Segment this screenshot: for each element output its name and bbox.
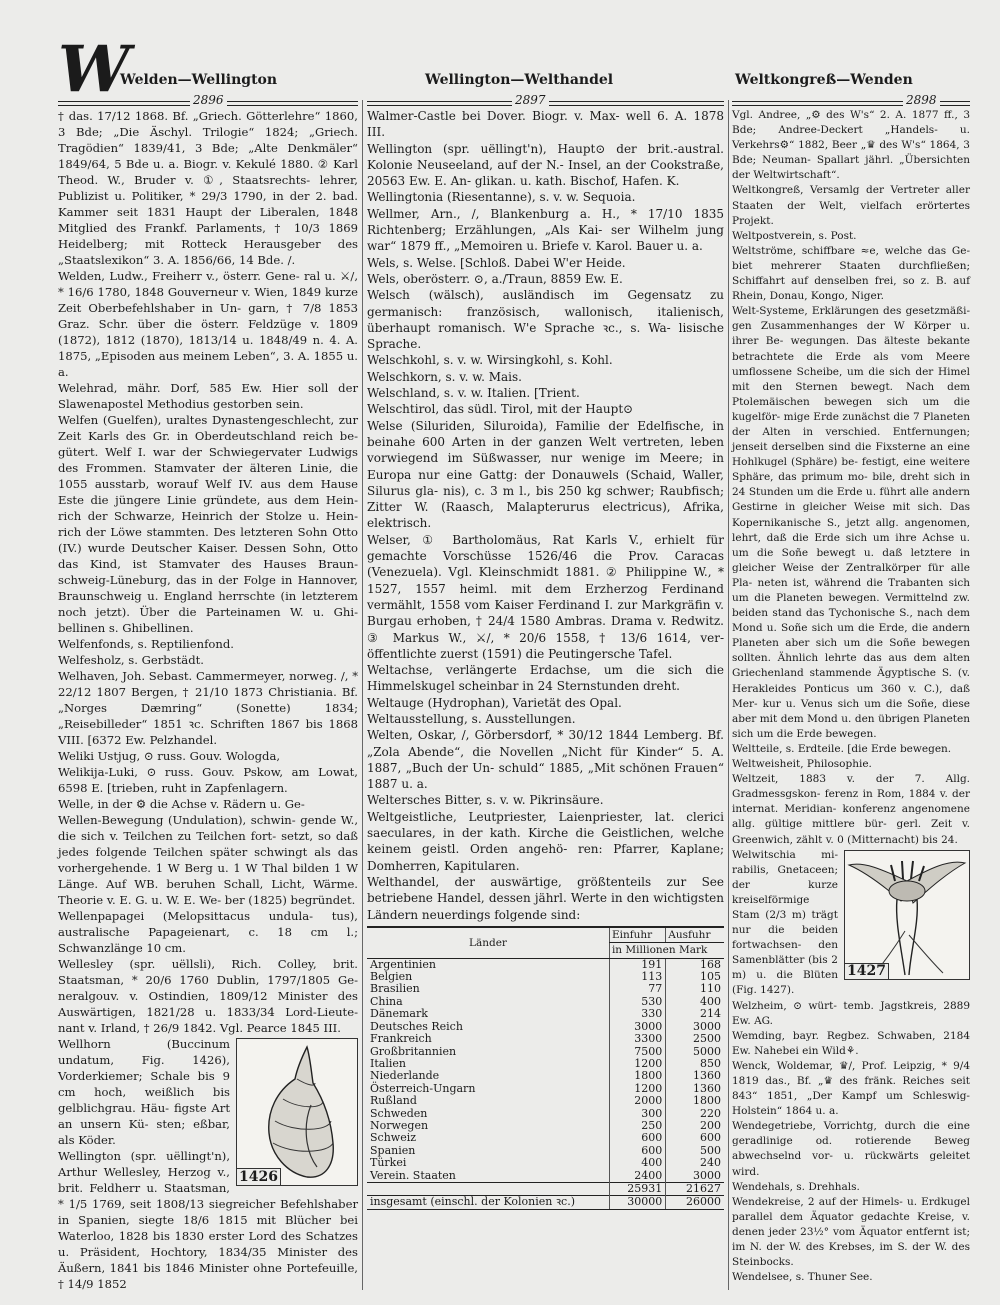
table-row [367, 1145, 724, 1157]
export-cell: 1800 [666, 1095, 724, 1107]
sum-row [367, 1182, 724, 1195]
import-cell: 3000 [609, 1021, 665, 1033]
entry: Wendehals, s. Drehhals. [732, 1180, 860, 1193]
entry: Weltersches Bitter, s. v. w. Pikrinsäure. [367, 793, 604, 808]
table-row [367, 1157, 724, 1169]
country-cell: Deutsches Reich [370, 1019, 463, 1033]
export-cell: 168 [666, 958, 724, 971]
table-row [367, 983, 724, 995]
page-number-center: 2897 [512, 93, 549, 107]
table-row [367, 1008, 724, 1020]
entry: Weliki Ustjug, ⊙ russ. Gouv. Wologda, [58, 749, 281, 763]
import-cell: 1200 [609, 1058, 665, 1070]
entry: Weltströme, schiffbare ≈e, welche das Ge- biet mehrerer Staaten durchfließen; Schiffahrt auf denselben frei, so z. B. auf Rhein, Donau, Kongo, Niger. [732, 244, 970, 303]
plant-illustration [845, 851, 969, 979]
entry: Wendegetriebe, Vorrichtg, durch die eine geradlinige od. rotierende Beweg abwechselnd vor- u. rückwärts geleitet wird. [732, 1120, 970, 1178]
country-cell: Spanien [370, 1143, 416, 1157]
header-left: Welden—Wellington [120, 72, 278, 88]
table-row [367, 1132, 724, 1144]
export-cell: 400 [666, 996, 724, 1008]
total-export: 26000 [666, 1196, 724, 1209]
sum-label [367, 1182, 609, 1195]
column-left [58, 108, 358, 1292]
entry: Weltachse, verlängerte Erdachse, um die sich die Himmelskugel scheinbar in 24 Sternstunden dreht. [367, 663, 724, 694]
figure-wellhorn [236, 1038, 358, 1186]
entry: Welschkorn, s. v. w. Mais. [367, 369, 522, 384]
entry: Wendekreise, 2 auf der Himels- u. Erdkugel parallel dem Äquator gedachte Kreise, v. denen jeder 23½° vom Äquator entfernt ist; im N. der W. des Krebses, im S. der W. des Steinbocks. [732, 1195, 970, 1269]
country-cell: Großbritannien [370, 1044, 457, 1058]
import-cell: 330 [609, 1008, 665, 1020]
page-number-left: 2896 [190, 93, 227, 107]
entry: Wellington (spr. uëllingt'n), Arthur Wellesley, Herzog v., brit. Feldherr u. Staatsman, * 1/5 1769, seit 1808/13 siegreicher Befehlshaber in Spanien, siegte 18/6 1815 mit Blücher bei Waterloo, 1828 bis 1830 erster Lord des Schatzes u. Präsident, Hochtory, 1834/35 Minister des Äußern, 1841 bis 1846 Minister ohne Portefeuille, † 14/9 1852 [58, 1149, 358, 1291]
entry: Welzheim, ⊙ würt- temb. Jagstkreis, 2889 Ew. AG. [732, 999, 970, 1027]
trade-table [367, 926, 724, 1210]
entry: Wellington (spr. uëllingt'n), Haupt⊙ der brit.-austral. Kolonie Neuseeland, auf der N.- Insel, an der Cookstraße, 20563 Ew. E. An- glikan. u. kath. Bischof, Hafen. K. [367, 141, 724, 189]
import-cell: 600 [609, 1132, 665, 1144]
export-cell: 110 [666, 983, 724, 995]
entry: Welten, Oskar, /, Görbersdorf, * 30/12 1844 Lemberg. Bf. „Zola Abende“, die Novellen „Nicht für Kinder“ 5. A. 1887, „Buch der Un- schuld“ 1885, „Mit schönen Frauen“ 1887 u. a. [367, 728, 724, 792]
entry: Wellenpapagei (Melopsittacus undula- tus), australische Papageienart, c. 18 cm l.; Schwanzlänge 10 cm. [58, 909, 358, 955]
export-cell: 240 [666, 1157, 724, 1169]
country-cell: Verein. Staaten [370, 1168, 456, 1182]
table-row [367, 1083, 724, 1095]
import-cell: 113 [609, 971, 665, 983]
entry: Weltpostverein, s. Post. [732, 229, 857, 242]
country-cell: Brasilien [370, 982, 420, 996]
import-cell: 191 [609, 958, 665, 971]
total-label: insgesamt (einschl. der Kolonien ꝛc.) [367, 1196, 609, 1209]
country-cell: Argentinien [370, 957, 436, 971]
export-cell: 1360 [666, 1083, 724, 1095]
entry: Wels, s. Welse. [Schloß. Dabei W'er Heide. [367, 255, 626, 270]
import-cell: 2000 [609, 1095, 665, 1107]
entry: Welden, Ludw., Freiherr v., österr. Gene- ral u. ⚔/, * 16/6 1780, 1848 Gouverneur v. Wien, 1849 kurze Zeit Oberbefehlshaber in Un- garn, † 7/8 1853 Graz. Schr. über die österr. Feldzüge v. 1809 (1872), 1812 (1870), 1813/14 u. 1848/49 n. 4. A. 1875, „Episoden aus meinem Leben“, 3. A. 1855 u. a. [58, 269, 358, 379]
header-center: Wellington—Welthandel [425, 72, 614, 88]
figure-number: 1426 [236, 1168, 281, 1186]
table-row [367, 958, 724, 971]
import-cell: 600 [609, 1145, 665, 1157]
export-cell: 850 [666, 1058, 724, 1070]
country-cell: Schweden [370, 1106, 428, 1120]
country-cell: Schweiz [370, 1131, 417, 1145]
table-row [367, 1033, 724, 1045]
import-cell: 7500 [609, 1046, 665, 1058]
table-row [367, 1046, 724, 1058]
import-cell: 300 [609, 1108, 665, 1120]
entry: Welikija-Luki, ⊙ russ. Gouv. Pskow, am Lowat, 6598 E. [trieben, ruht in Zapfenlagern. [58, 765, 358, 795]
entry: Welhaven, Joh. Sebast. Cammermeyer, norweg. /, * 22/12 1807 Bergen, † 21/10 1873 Christiania. Bf. „Norges Dæmring“ (Sonette) 1834; „Reisebilleder“ 1851 ꝛc. Schriften 1867 bis 1868 VIII. [6372 Ew. Pelzhandel. [58, 669, 358, 747]
figure-welwitschia [844, 850, 970, 980]
entry: Wellesley (spr. uëllsli), Rich. Colley, brit. Staatsman, * 20/6 1760 Dublin, 1797/1805 Ge- neralgouv. v. Ostindien, 1809/12 Minister des Auswärtigen, 1821/28 u. 1833/34 Lord-Lieute- nant v. Irland, † 26/9 1842. Vgl. Pearce 1845 III. [58, 957, 358, 1035]
country-cell: Rußland [370, 1094, 417, 1108]
column-divider [728, 100, 729, 1290]
entry: Weltzeit, 1883 v. der 7. Allg. Gradmessgskon- ferenz in Rom, 1884 v. der internat. Meridian- konferenz angenomene allg. gültige mittlere bür- gerl. Zeit v. Greenwich, zählt v. 0 (Mitternacht) bis 24. [732, 773, 970, 846]
col-header-unit: in Millionen Mark [609, 943, 724, 958]
sum-export: 21627 [666, 1182, 724, 1195]
country-cell: Belgien [370, 970, 413, 984]
import-cell: 3300 [609, 1033, 665, 1045]
entry: Weltgeistliche, Leutpriester, Laienpriester, lat. clerici saeculares, in der kath. Kirche die Geistlichen, welche keinem geistl. Orden angehö- ren: Pfarrer, Kaplane; Domherren, Kapitularen. [367, 809, 724, 873]
export-cell: 200 [666, 1120, 724, 1132]
table-row [367, 1070, 724, 1082]
import-cell: 77 [609, 983, 665, 995]
country-cell: Türkei [370, 1156, 407, 1170]
entry: Wendelsee, s. Thuner See. [732, 1271, 873, 1284]
entry: Welt-Systeme, Erklärungen des gesetzmäßi- gen Zusammenhanges der W Körper u. ihrer Be- wegungen. Das älteste bekante betrachtete die Erde als vom Meere umflossene Scheibe, um die sich der Himel mit den Sternen bewegt. Nach dem Ptolemäischen bewegen sich um die kugelför- mige Erde zunächst die 7 Planeten der Alten in verschied. Entfernungen; jenseit derselben sind die Fixsterne an eine Hohlkugel (Sphäre) be- festigt, eine weitere Sphäre, das primum mo- bile, dreht sich in 24 Stunden um die Erde u. führt alle andern Gestirne in gleicher Weise mit sich. Das Kopernikanische S., jetzt allg. angenomen, lehrt, daß die Erde sich um ihre Achse u. um die Soñe bewegt u. daß letztere in gleicher Weise der Zentralkörper für alle Pla- neten ist, während die Trabanten sich um die Planeten bewegen. Vermittelnd zw. beiden stand das Tychonische S., nach dem Mond u. Soñe sich um die Erde, die andern Planeten aber sich um die Soñe bewegen sollten. Ähnlich lehrte das aus dem alten Griechenland stammende Ägyptische S. (v. Herakleides Ponticus um 360 v. C.), daß Mer- kur u. Venus sich um die Soñe, diese aber mit dem Mond u. den übrigen Planeten sich um die Erde bewegen. [732, 305, 970, 740]
entry: Welfesholz, s. Gerbstädt. [58, 653, 204, 667]
entry: Wels, oberösterr. ⊙, a./Traun, 8859 Ew. E. [367, 271, 623, 286]
entry: Wellmer, Arn., /, Blankenburg a. H., * 17/10 1835 Richtenberg; Erzählungen, „Als Kai- ser Wilhelm jung war“ 1879 ff., „Memoiren u. Briefe v. Karol. Bauer u. a. [367, 206, 724, 254]
table-row [367, 1095, 724, 1107]
country-cell: Italien [370, 1056, 406, 1070]
entry: Welser, ① Bartholomäus, Rat Karls V., erhielt für gemachte Vorschüsse 1526/46 die Prov. Caracas (Venezuela). Vgl. Kleinschmidt 1881. ② Philippine W., * 1527, 1557 heiml. mit dem Erzherzog Ferdinand vermählt, 1558 vom Kaiser Ferdinand I. zur Markgräfin v. Burgau erhoben, † 24/4 1580 Ambras. Drama v. Redwitz. ③ Markus W., ⚔/, * 20/6 1558, † 13/6 1614, ver- öffentlichte zuerst (1591) die Peutingersche Tafel. [367, 532, 724, 661]
import-cell: 250 [609, 1120, 665, 1132]
entry: Welse (Siluriden, Siluroida), Familie der Edelfische, in beinahe 600 Arten in der ganzen Welt vertreten, leben vorwiegend im Süßwasser, nur wenige im Meere; in Europa nur eine Gattg: der Donauwels (Schaid, Waller, Silurus gla- nis), c. 3 m l., bis 250 kg schwer; Raubfisch; Zitter W. (Raasch, Malapterurus electricus), Afrika, elektrisch. [367, 418, 724, 531]
total-import: 30000 [609, 1196, 665, 1209]
entry: Welwitschia mi- rabilis, Gnetaceen; der kurze kreiselförmige Stam (2/3 m) trägt nur die beiden fortwachsen- den Samenblätter (bis 2 m) u. die Blüten (Fig. 1427). [732, 848, 838, 997]
entry: Wellen-Bewegung (Undulation), schwin- gende W., die sich v. Teilchen zu Teilchen fort- setzt, so daß jedes folgende Teilchen später schwingt als das vorhergehende. 1 W Berg u. 1 W Thal bilden 1 W Länge. Auf WB. beruhen Schall, Licht, Wärme. Theorie v. E. G. u. W. E. We- ber (1825) begründet. [58, 813, 358, 907]
entry: Welschtirol, das südl. Tirol, mit der Haupt⊙ [367, 402, 634, 417]
export-cell: 1360 [666, 1070, 724, 1082]
entry: Wellingtonia (Riesentanne), s. v. w. Sequoia. [367, 190, 636, 205]
export-cell: 5000 [666, 1046, 724, 1058]
column-divider [362, 100, 363, 1290]
header-right: Weltkongreß—Wenden [735, 72, 913, 88]
export-cell: 500 [666, 1145, 724, 1157]
table-row [367, 1170, 724, 1183]
country-cell: China [370, 994, 403, 1008]
import-cell: 1200 [609, 1083, 665, 1095]
entry: Vgl. Andree, „⚙ des W's“ 2. A. 1877 ff., 3 Bde; Andree-Deckert „Handels- u. Verkehrs⚙“ 1882, Beer „♛ des W's“ 1864, 3 Bde; Neuman- Spallart jährl. „Übersichten der Weltwirtschaft“. [732, 109, 970, 182]
export-cell: 220 [666, 1108, 724, 1120]
entry: Welfenfonds, s. Reptilienfond. [58, 637, 234, 651]
column-right [732, 108, 970, 1285]
import-cell: 2400 [609, 1170, 665, 1183]
export-cell: 600 [666, 1132, 724, 1144]
entry: Wellhorn (Buccinum undatum, Fig. 1426), Vorderkiemer; Schale bis 9 cm hoch, weißlich bis gelblichgrau. Häu- figste Art an unsern Kü- sten; eßbar, als Köder. [58, 1037, 230, 1147]
shell-illustration [237, 1039, 357, 1185]
country-cell: Frankreich [370, 1032, 432, 1046]
entry: Weltweisheit, Philosophie. [732, 758, 872, 771]
import-cell: 1800 [609, 1070, 665, 1082]
table-row [367, 971, 724, 983]
country-cell: Norwegen [370, 1118, 429, 1132]
country-cell: Dänemark [370, 1007, 428, 1021]
col-header-export: Ausfuhr [666, 927, 724, 943]
entry: Weltauge (Hydrophan), Varietät des Opal. [367, 695, 622, 710]
import-cell: 400 [609, 1157, 665, 1169]
entry: Weltausstellung, s. Ausstellungen. [367, 711, 576, 726]
entry: Welsch (wälsch), ausländisch im Gegensatz zu germanisch: französisch, wallonisch, italienisch, überhaupt romanisch. W'e Sprache ꝛc., s. Wa- lisische Sprache. [367, 288, 724, 352]
country-cell: Niederlande [370, 1069, 440, 1083]
export-cell: 2500 [666, 1033, 724, 1045]
section-letter: W [58, 32, 130, 107]
export-cell: 105 [666, 971, 724, 983]
entry: Wenck, Woldemar, ♛/, Prof. Leipzig, * 9/4 1819 das., Bf. „♛ des fränk. Reiches seit 843“ 1851, „Der Kampf um Schleswig-Holstein“ 1864 u. a. [732, 1059, 970, 1118]
column-center [367, 108, 724, 1210]
export-cell: 3000 [666, 1021, 724, 1033]
entry: Welfen (Guelfen), uraltes Dynastengeschlecht, zur Zeit Karls des Gr. in Oberdeutschland reich be- gütert. Welf I. war der Schwiegervater Ludwigs des Frommen. Stamvater der älteren Linie, die 1055 ausstarb, worauf Welf IV. aus dem Hause Este die jüngere Linie gründete, aus dem Hein- rich der Schwarze, Heinrich der Stolze u. Hein- rich der Löwe stammten. Des letzteren Sohn Otto (IV.) wurde Deutscher Kaiser. Dessen Sohn, Otto das Kind, ist Stamvater des Hauses Braun- schweig-Lüneburg, das in der Folge in Hannover, Braunschweig u. England herrschte (in letzterem noch jetzt). Über die Parteinamen W. u. Ghi- bellinen s. Ghibellinen. [58, 413, 358, 635]
page-number-right: 2898 [903, 93, 940, 107]
entry: Welschkohl, s. v. w. Wirsingkohl, s. Kohl. [367, 353, 613, 368]
entry: Wemding, bayr. Regbez. Schwaben, 2184 Ew. Nahebei ein Wild⚘. [732, 1029, 970, 1057]
table-row [367, 1120, 724, 1132]
import-cell: 530 [609, 996, 665, 1008]
entry: Welehrad, mähr. Dorf, 585 Ew. Hier soll der Slawenapostel Methodius gestorben sein. [58, 381, 358, 411]
entry: Walmer-Castle bei Dover. Biogr. v. Max- well 6. A. 1878 III. [367, 109, 724, 140]
export-cell: 214 [666, 1008, 724, 1020]
sum-import: 25931 [609, 1182, 665, 1195]
entry: Welthandel, der auswärtige, größtenteils zur See betriebene Handel, dessen jährl. Werte in den wichtigsten Ländern neuerdings folgende sind: [367, 874, 724, 922]
col-header-import: Einfuhr [609, 927, 665, 943]
entry: Weltkongreß, Versamlg der Vertreter aller Staaten der Welt, vielfach erörtertes Projekt. [732, 184, 970, 227]
entry: Welschland, s. v. w. Italien. [Trient. [367, 386, 580, 401]
figure-number: 1427 [844, 963, 889, 980]
entry: Weltteile, s. Erdteile. [die Erde bewegen. [732, 742, 952, 755]
total-row [367, 1196, 724, 1209]
col-header-country: Länder [367, 927, 609, 958]
entry: Welle, in der ⚙ die Achse v. Rädern u. Ge- [58, 797, 305, 811]
country-cell: Österreich-Ungarn [370, 1081, 476, 1095]
export-cell: 3000 [666, 1170, 724, 1183]
entry: † das. 17/12 1868. Bf. „Griech. Götterlehre“ 1860, 3 Bde; „Die Äschyl. Trilogie“ 1824; „Griech. Tragödien“ 1839/41, 3 Bde; „Alte Denkmäler“ 1849/64, 5 Bde u. a. Biogr. v. Kekulé 1880. ② Karl Theod. W., Bruder v. ①, Staatsrechts- lehrer, Publizist u. Politiker, * 29/3 1790, in der 2. bad. Kammer seit 1831 Haupt der Liberalen, 1848 Mitglied des Frankf. Parlaments, † 10/3 1869 Heidelberg; mit Rotteck Herausgeber des „Staatslexikon“ 3. A. 1856/66, 14 Bde. /. [58, 109, 358, 267]
